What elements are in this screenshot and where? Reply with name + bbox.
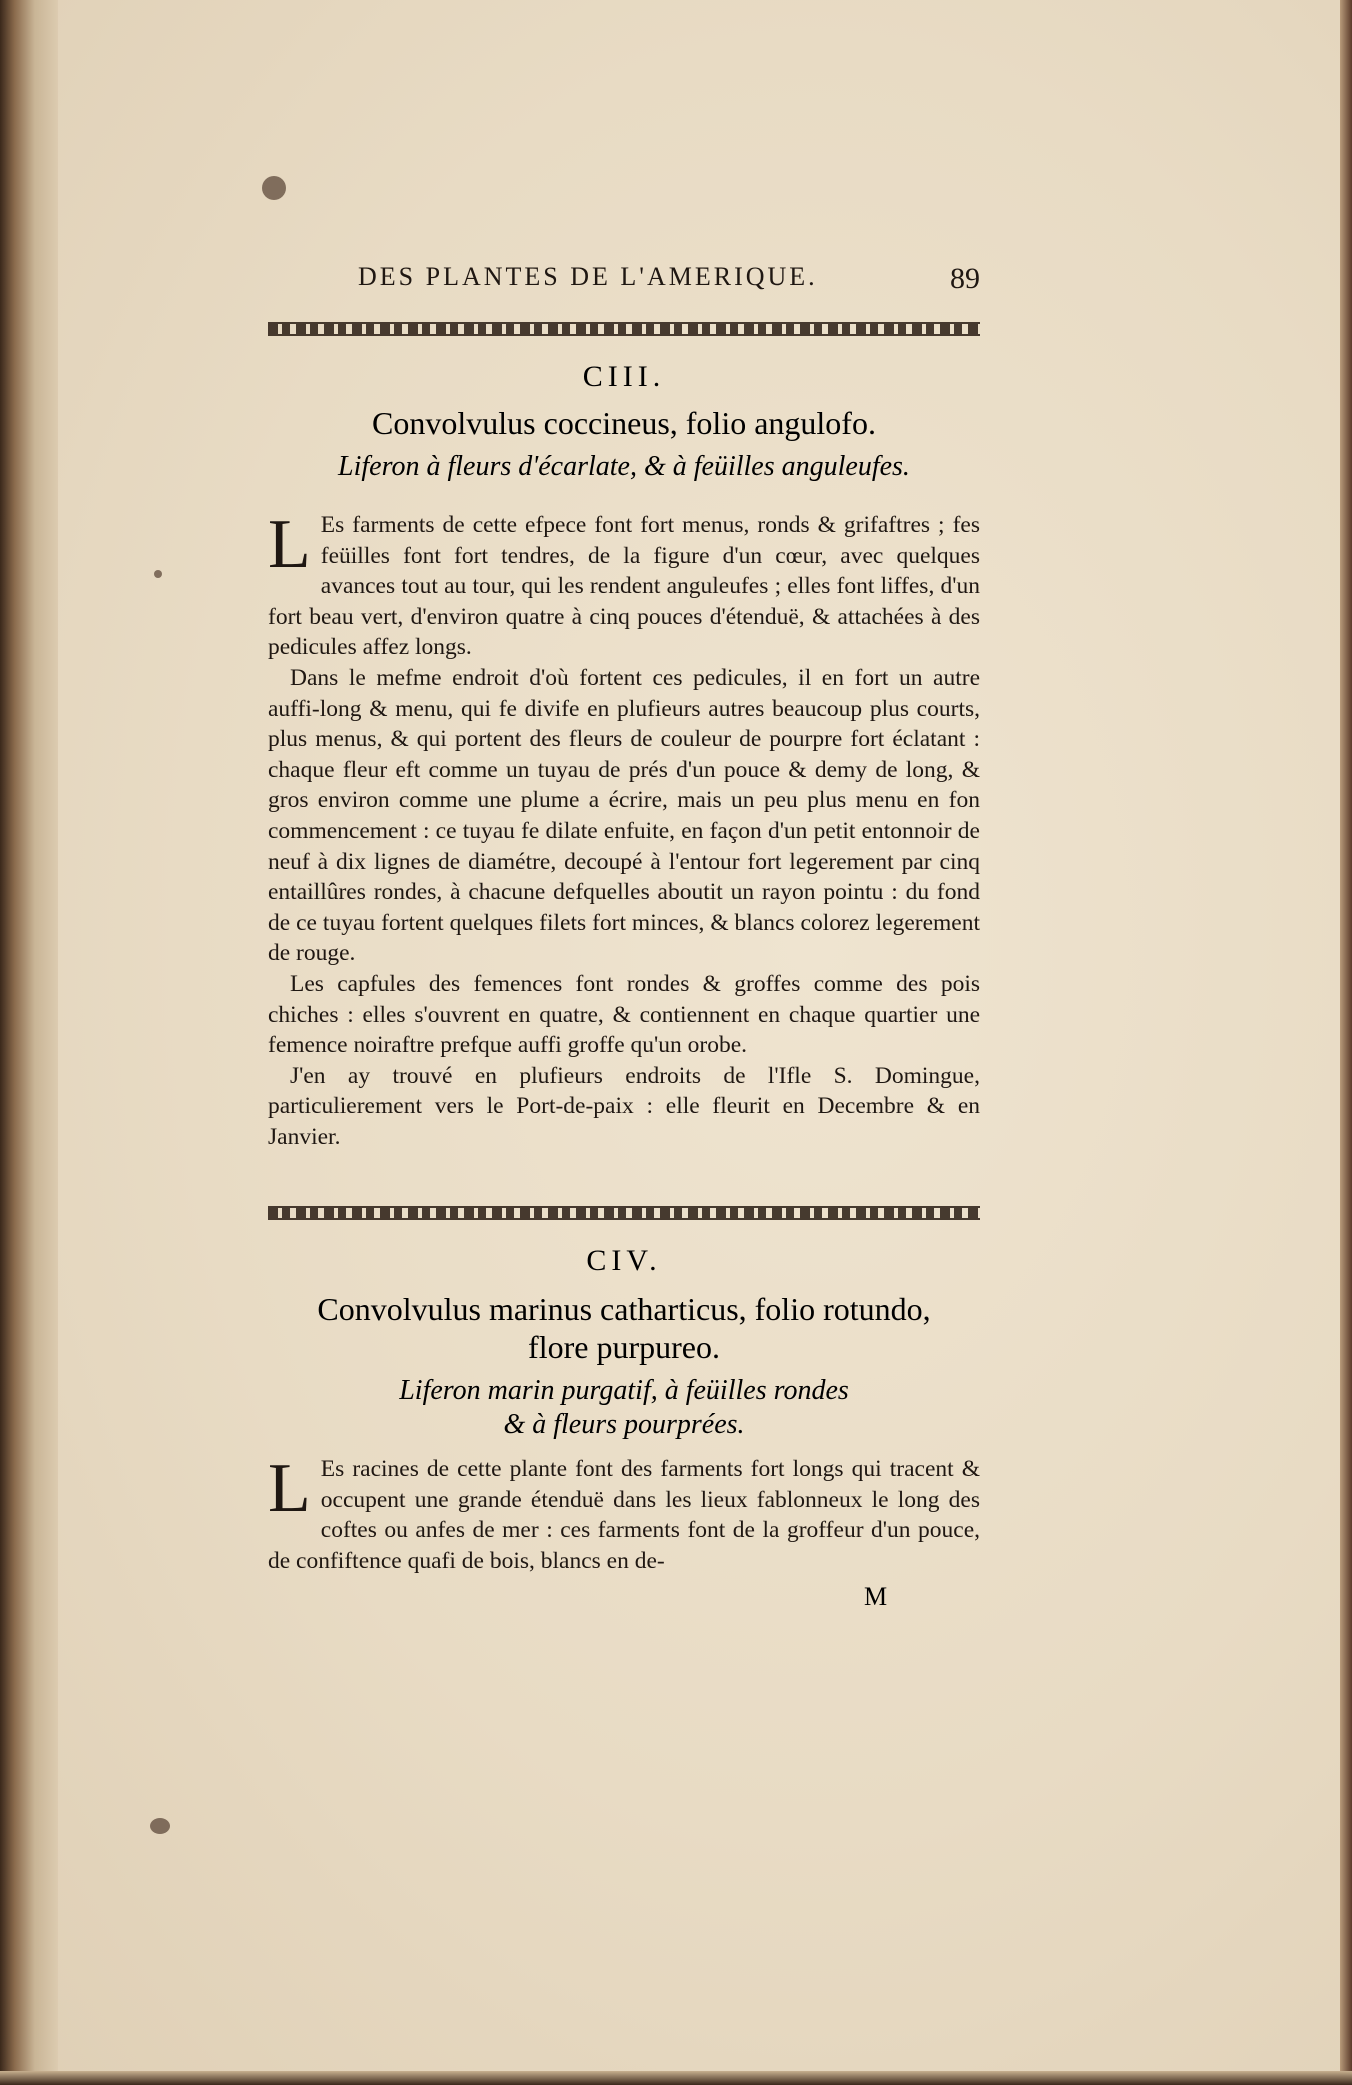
ink-stain [150,1818,170,1834]
section-body [268,506,980,1152]
french-title: Liferon à fleurs d'écarlate, & à feüilles anguleufes. [338,451,910,482]
paragraph [268,1450,980,1576]
paragraph [268,506,980,663]
ink-stain [262,176,286,200]
drop-cap: L [268,1450,311,1527]
paragraph-text: Es racines de cette plante font des farments fort longs qui tracent & occupent une grande étenduë dans les lieux fablonneux le long des coftes ou anfes de mer : ces farments font de la groffeur d'un pouce, de confiftence quafi de bois, blancs en de- [268,1456,980,1574]
french-title-line: Liferon marin purgatif, à feüilles rondes [399,1375,849,1406]
section-number: CIV. [586,1244,662,1277]
latin-title: Convolvulus coccineus, folio angulofo. [372,405,876,441]
ink-stain [154,570,162,578]
paragraph: Les capfules des femences font rondes & groffes comme des pois chiches : elles s'ouvrent en quatre, & contiennent en chaque quartier une femence noiraftre prefque auffi groffe qu'un orobe. [268,970,980,1059]
running-head: DES PLANTES DE L'AMERIQUE. [358,262,818,291]
section-body [268,1450,980,1576]
drop-cap: L [268,506,311,583]
ornament-divider [268,322,980,336]
paragraph: Dans le mefme endroit d'où fortent ces pedicules, il en fort un autre auffi-long & menu, qui fe divife en plufieurs autres beaucoup plus courts, plus menus, & qui portent des fleurs de couleur de pourpre fort éclatant : chaque fleur eft comme un tuyau de prés d'un pouce & demy de long, & gros environ comme une plume a écrire, mais un peu plus menu en fon commencement : ce tuyau fe dilate enfuite, en façon d'un petit entonnoir de neuf à dix lignes de diamétre, decoupé à l'entour fort legerement par cinq entaillûres rondes, à chacune defquelles aboutit un rayon pointu : du fond de ce tuyau fortent quelques filets fort minces, & blancs colorez legerement de rouge. [268,664,980,967]
page-header [268,262,980,302]
signature-mark: M [864,1582,888,1611]
section-number: CIII. [582,360,666,393]
latin-title-line: flore purpureo. [528,1329,720,1365]
page-number: 89 [950,262,980,295]
page-gutter [0,0,58,2085]
page-right-edge [1340,0,1352,2085]
ornament-divider [268,1206,980,1220]
paragraph: J'en ay trouvé en plufieurs endroits de l'Ifle S. Domingue, particulierement vers le Port-de-paix : elle fleurit en Decembre & en Janvier. [268,1062,980,1150]
latin-title-line: Convolvulus marinus catharticus, folio rotundo, [317,1291,931,1327]
page-bottom-edge [0,2071,1352,2085]
french-title-line: & à fleurs pourprées. [503,1409,745,1440]
paragraph-text: Es farments de cette efpece font fort menus, ronds & grifaftres ; fes feüilles font fort tendres, de la figure d'un cœur, avec quelques avances tout au tour, qui les rendent anguleufes ; elles font liffes, d'un fort beau vert, d'environ quatre à cinq pouces d'étenduë, & attachées à des pedicules affez longs. [268,512,980,661]
